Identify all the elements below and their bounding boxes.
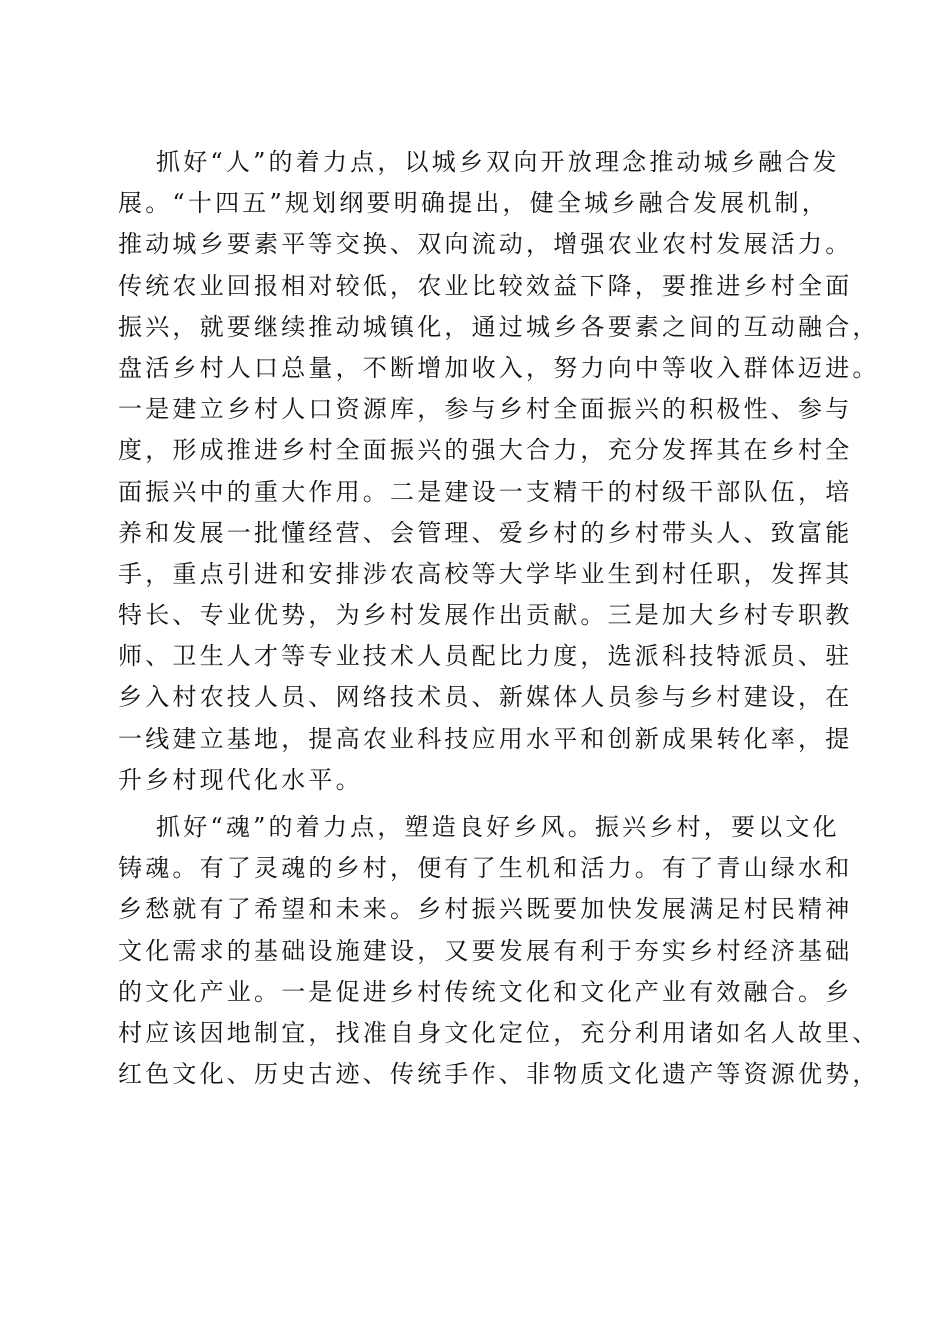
text-line: 一是建立乡村人口资源库，参与乡村全面振兴的积极性、参与 [118, 395, 853, 424]
text-line: 文化需求的基础设施建设，又要发展有利于夯实乡村经济基础 [118, 936, 853, 965]
text-line: 的文化产业。一是促进乡村传统文化和文化产业有效融合。乡 [118, 977, 853, 1006]
text-line: 手，重点引进和安排涉农高校等大学毕业生到村任职，发挥其 [118, 559, 853, 588]
paragraph-1 [118, 142, 880, 801]
text-line: 村应该因地制宜，找准自身文化定位，充分利用诸如名人故里、 [118, 1018, 880, 1047]
text-line: 铸魂。有了灵魂的乡村，便有了生机和活力。有了青山绿水和 [118, 854, 853, 883]
document-body [118, 142, 880, 1095]
text-line: 面振兴中的重大作用。二是建设一支精干的村级干部队伍，培 [118, 477, 853, 506]
text-line: 红色文化、历史古迹、传统手作、非物质文化遗产等资源优势， [118, 1060, 880, 1089]
text-line: 乡入村农技人员、网络技术员、新媒体人员参与乡村建设，在 [118, 683, 853, 712]
text-line: 度，形成推进乡村全面振兴的强大合力，充分发挥其在乡村全 [118, 436, 853, 465]
text-line: 养和发展一批懂经营、会管理、爱乡村的乡村带头人、致富能 [118, 518, 853, 547]
text-line: 推动城乡要素平等交换、双向流动，增强农业农村发展活力。 [118, 230, 853, 259]
text-line: 盘活乡村人口总量，不断增加收入，努力向中等收入群体迈进。 [118, 353, 880, 382]
text-line: 师、卫生人才等专业技术人员配比力度，选派科技特派员、驻 [118, 642, 853, 671]
text-line: 传统农业回报相对较低，农业比较效益下降，要推进乡村全面 [118, 271, 853, 300]
text-line: 抓好“魂”的着力点，塑造良好乡风。振兴乡村，要以文化 [156, 813, 840, 841]
text-line: 抓好“人”的着力点，以城乡双向开放理念推动城乡融合发 [156, 148, 840, 176]
text-line: 振兴，就要继续推动城镇化，通过城乡各要素之间的互动融合， [118, 312, 880, 341]
text-line: 特长、专业优势，为乡村发展作出贡献。三是加大乡村专职教 [118, 601, 853, 630]
text-line: 升乡村现代化水平。 [118, 765, 363, 794]
paragraph-2 [118, 807, 880, 1095]
text-line: 乡愁就有了希望和未来。乡村振兴既要加快发展满足村民精神 [118, 895, 853, 924]
text-line: 展。“十四五”规划纲要明确提出，健全城乡融合发展机制， [118, 189, 829, 218]
text-line: 一线建立基地，提高农业科技应用水平和创新成果转化率，提 [118, 724, 853, 753]
